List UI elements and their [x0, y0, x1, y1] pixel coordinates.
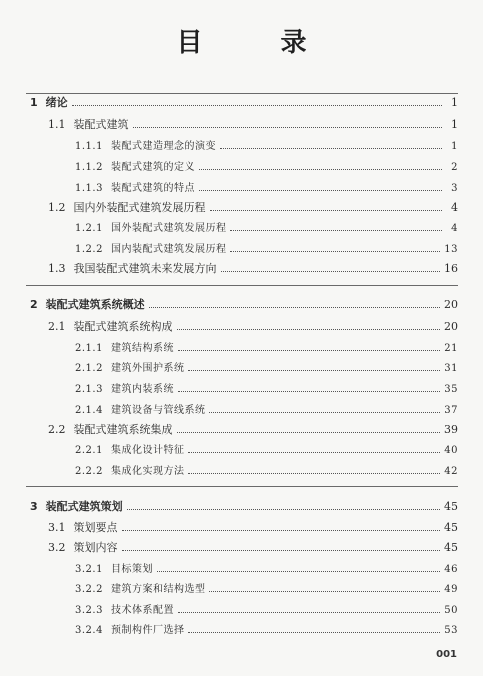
dot-leader — [209, 582, 440, 592]
page-title: 目 录 — [176, 28, 333, 58]
toc-entry — [48, 118, 458, 132]
dot-leader — [178, 603, 440, 613]
toc-entry — [48, 423, 458, 437]
toc-entry-number: 2.1 — [48, 320, 66, 333]
toc-entry-page: 45 — [444, 500, 458, 513]
toc-entry-page: 49 — [444, 584, 458, 595]
toc-entry-number: 3.2 — [48, 541, 66, 554]
toc-entry-number: 3.2.3 — [75, 605, 103, 616]
toc-entry-page: 20 — [444, 298, 458, 311]
toc-entry-title: 装配式建造理念的演变 — [110, 141, 216, 152]
dot-leader — [178, 341, 440, 351]
dot-leader — [133, 118, 443, 128]
toc-entry-title: 国内外装配式建筑发展历程 — [73, 201, 206, 214]
chapter-divider — [26, 486, 458, 487]
toc-entry — [48, 262, 458, 276]
toc-entry-number: 2 — [30, 298, 38, 311]
dot-leader — [220, 139, 442, 149]
toc-entry — [75, 582, 458, 596]
toc-entry-page: 45 — [444, 521, 458, 534]
toc-entry — [75, 403, 458, 417]
toc-entry-title: 国内装配式建筑发展历程 — [110, 244, 227, 255]
toc-entry-title: 国外装配式建筑发展历程 — [110, 223, 227, 234]
toc-entry-page: 13 — [444, 244, 458, 255]
dot-leader — [122, 521, 441, 531]
toc-entry — [75, 341, 458, 355]
toc-entry-title: 装配式建筑系统集成 — [73, 423, 173, 436]
toc-entry-number: 1.1.3 — [75, 183, 103, 194]
dot-leader — [177, 320, 441, 330]
toc-entry-number: 1.1.1 — [75, 141, 103, 152]
toc-entry-number: 3.2.4 — [75, 625, 103, 636]
toc-entry-title: 策划要点 — [73, 521, 118, 534]
toc-entry-title: 预制构件厂选择 — [110, 625, 185, 636]
dot-leader — [221, 262, 441, 272]
toc-entry-number: 1.1 — [48, 118, 66, 131]
toc-entry-number: 1.2 — [48, 201, 66, 214]
toc-entry — [75, 139, 458, 153]
toc-entry-title: 集成化实现方法 — [110, 466, 185, 477]
dot-leader — [188, 361, 440, 371]
toc-entry-page: 39 — [444, 423, 458, 436]
toc-entry-page: 37 — [444, 405, 458, 416]
toc-entry-title: 集成化设计特征 — [110, 445, 185, 456]
toc-entry-number: 2.1.4 — [75, 405, 103, 416]
dot-leader — [230, 242, 440, 252]
toc-entry-title: 装配式建筑系统构成 — [73, 320, 173, 333]
toc-entry-page: 1 — [451, 141, 458, 152]
toc-entry — [48, 521, 458, 535]
toc-entry-page: 20 — [444, 320, 458, 333]
dot-leader — [188, 464, 440, 474]
toc-entry-page: 2 — [451, 162, 458, 173]
toc-entry-page: 4 — [451, 201, 458, 214]
toc-entry — [75, 181, 458, 195]
toc-entry-page: 1 — [451, 118, 458, 131]
toc-entry-title: 建筑内装系统 — [110, 384, 174, 395]
toc-entry — [75, 603, 458, 617]
dot-leader — [209, 403, 440, 413]
dot-leader — [149, 298, 440, 308]
page-number: 001 — [436, 649, 457, 660]
toc-entry-title: 绪论 — [45, 96, 68, 109]
dot-leader — [122, 541, 441, 551]
dot-leader — [199, 160, 442, 170]
toc-entry — [75, 443, 458, 457]
toc-entry-title: 装配式建筑策划 — [45, 500, 123, 513]
toc-entry-title: 目标策划 — [110, 564, 153, 575]
toc-entry-page: 1 — [451, 96, 458, 109]
toc-entry-title: 建筑设备与管线系统 — [110, 405, 206, 416]
toc-entry-title: 建筑外围护系统 — [110, 363, 185, 374]
dot-leader — [230, 221, 442, 231]
toc-entry — [48, 541, 458, 555]
toc-entry-page: 53 — [444, 625, 458, 636]
toc-entry-number: 3 — [30, 500, 38, 513]
toc-entry-number: 1.1.2 — [75, 162, 103, 173]
toc-entry-page: 35 — [444, 384, 458, 395]
dot-leader — [199, 181, 442, 191]
dot-leader — [188, 443, 440, 453]
toc-entry-title: 建筑结构系统 — [110, 343, 174, 354]
toc-entry — [75, 562, 458, 576]
toc-entry-number: 1.2.1 — [75, 223, 103, 234]
dot-leader — [210, 201, 443, 211]
toc-entry — [75, 160, 458, 174]
toc-entry-number: 1 — [30, 96, 38, 109]
toc-entry-page: 21 — [444, 343, 458, 354]
toc-entry-title: 建筑方案和结构选型 — [110, 584, 206, 595]
toc-entry-number: 2.1.3 — [75, 384, 103, 395]
toc-entry-page: 40 — [444, 445, 458, 456]
toc-entry — [75, 361, 458, 375]
toc-entry-title: 装配式建筑的特点 — [110, 183, 195, 194]
toc-entry-page: 42 — [444, 466, 458, 477]
toc-entry — [30, 500, 458, 514]
toc-entry-title: 我国装配式建筑未来发展方向 — [73, 262, 217, 275]
toc-entry-title: 装配式建筑 — [73, 118, 129, 131]
toc-entry-number: 2.2.1 — [75, 445, 103, 456]
chapter-divider — [26, 285, 458, 286]
toc-entry-title: 策划内容 — [73, 541, 118, 554]
toc-entry — [48, 201, 458, 215]
toc-entry — [75, 242, 458, 256]
toc-entry-page: 16 — [444, 262, 458, 275]
toc-entry-page: 4 — [451, 223, 458, 234]
toc-entry-page: 45 — [444, 541, 458, 554]
toc-entry-number: 3.2.2 — [75, 584, 103, 595]
toc-entry-number: 3.1 — [48, 521, 66, 534]
dot-leader — [72, 96, 442, 106]
dot-leader — [127, 500, 440, 510]
toc-entry-number: 2.1.1 — [75, 343, 103, 354]
toc-entry — [75, 221, 458, 235]
dot-leader — [188, 623, 440, 633]
toc-entry-title: 装配式建筑系统概述 — [45, 298, 145, 311]
title-rule — [26, 93, 458, 94]
toc-entry-page: 31 — [444, 363, 458, 374]
toc-entry-number: 2.1.2 — [75, 363, 103, 374]
toc-entry-page: 46 — [444, 564, 458, 575]
toc-entry-title: 装配式建筑的定义 — [110, 162, 195, 173]
toc-entry-page: 50 — [444, 605, 458, 616]
toc-entry — [30, 298, 458, 312]
dot-leader — [157, 562, 440, 572]
toc-entry — [75, 623, 458, 637]
toc-entry — [75, 464, 458, 478]
toc-entry-number: 2.2.2 — [75, 466, 103, 477]
dot-leader — [177, 423, 441, 433]
toc-entry-page: 3 — [451, 183, 458, 194]
toc-entry — [75, 382, 458, 396]
toc-entry-number: 2.2 — [48, 423, 66, 436]
toc-entry-number: 1.3 — [48, 262, 66, 275]
dot-leader — [178, 382, 440, 392]
toc-entry-title: 技术体系配置 — [110, 605, 174, 616]
toc-entry — [30, 96, 458, 110]
toc-entry-number: 1.2.2 — [75, 244, 103, 255]
toc-entry — [48, 320, 458, 334]
toc-entry-number: 3.2.1 — [75, 564, 103, 575]
